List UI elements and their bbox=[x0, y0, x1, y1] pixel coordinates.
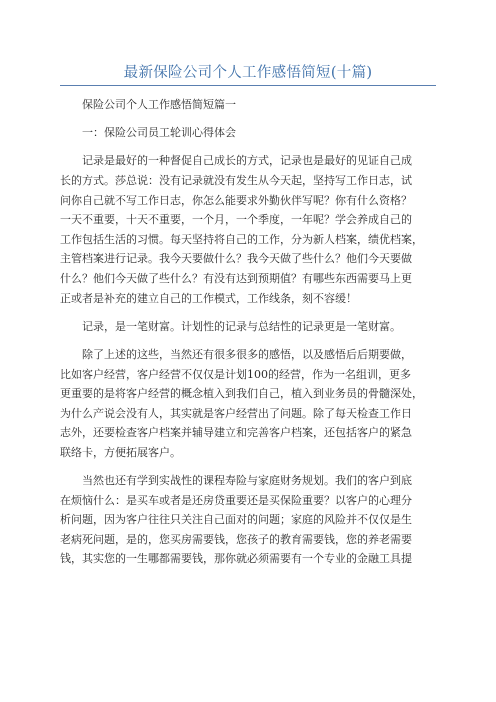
paragraph-line: 钱，其实您的一生哪都需要钱，那你就必须需要有一个专业的金融工具提 bbox=[60, 552, 412, 566]
document-body bbox=[60, 95, 436, 569]
paragraph-line: 志外，还要检查客户档案并辅导建立和完善客户档案，还包括客户的紧急 bbox=[60, 426, 412, 440]
paragraph-line: 当然也还有学到实战性的课程寿险与家庭财务规划。我们的客户到底 bbox=[82, 474, 412, 488]
paragraph-line: 问你自己就不写工作日志，你怎么能要求外勤伙伴写呢？你有什么资格？ bbox=[60, 193, 412, 207]
paragraph-line: 长的方式。莎总说：没有记录就没有发生从今天起，坚持写工作日志，试 bbox=[60, 173, 412, 187]
paragraph-line: 在烦恼什么：是买车或者是还房贷重要还是买保险重要？以客户的心理分 bbox=[60, 493, 412, 507]
paragraph-gap bbox=[60, 115, 436, 124]
paragraph-2 bbox=[60, 317, 436, 337]
paragraph-line: 工作包括生活的习惯。每天坚持将自己的工作，分为新人档案，绩优档案， bbox=[60, 232, 423, 246]
paragraph-line: 比如客户经营，客户经营不仅仅是计划100的经营，作为一名组训，更多 bbox=[60, 367, 411, 381]
subtitle: 保险公司个人工作感悟简短篇一 bbox=[82, 98, 236, 111]
paragraph-line: 一天不重要，十天不重要，一个月，一个季度，一年呢？学会养成自己的 bbox=[60, 213, 412, 227]
paragraph-line: 析问题，因为客户往往只关注自己面对的问题；家庭的风险并不仅仅是生 bbox=[60, 513, 412, 527]
paragraph-line: 什么？他们今天做了些什么？有没有达到预期值？有哪些东西需要马上更 bbox=[60, 271, 412, 285]
paragraph-line: 更重要的是将客户经营的概念植入到我们自己，植入到业务员的骨髓深处， bbox=[60, 387, 423, 401]
paragraph-1 bbox=[60, 151, 436, 308]
document-title: 最新保险公司个人工作感悟简短(十篇) bbox=[123, 65, 373, 81]
paragraph-4 bbox=[60, 471, 436, 569]
paragraph-line: 记录，是一笔财富。计划性的记录与总结性的记录更是一笔财富。 bbox=[82, 319, 401, 333]
paragraph-line: 记录是最好的一种督促自己成长的方式，记录也是最好的见证自己成 bbox=[82, 154, 412, 168]
paragraph-gap bbox=[60, 462, 436, 471]
paragraph-line: 正或者是补充的建立自己的工作模式，工作线条，刻不容缓！ bbox=[60, 291, 357, 305]
paragraph-line: 为什么产说会没有人，其实就是客户经营出了问题。除了每天检查工作日 bbox=[60, 406, 412, 420]
paragraph-line: 除了上述的这些，当然还有很多很多的感悟，以及感悟后后期要做， bbox=[82, 347, 412, 361]
paragraph-line: 主管档案进行记录。我今天要做什么？我今天做了些什么？他们今天要做 bbox=[60, 252, 412, 266]
paragraph-line: 老病死问题，是的，您买房需要钱，您孩子的教育需要钱，您的养老需要 bbox=[60, 532, 412, 546]
section-heading: 一：保险公司员工轮训心得体会 bbox=[82, 126, 236, 140]
paragraph-gap bbox=[60, 143, 436, 152]
paragraph-3 bbox=[60, 345, 436, 463]
paragraph-gap bbox=[60, 308, 436, 317]
paragraph-gap bbox=[60, 336, 436, 345]
paragraph-line: 联络卡，方便拓展客户。 bbox=[60, 445, 181, 459]
title-divider bbox=[60, 85, 436, 86]
